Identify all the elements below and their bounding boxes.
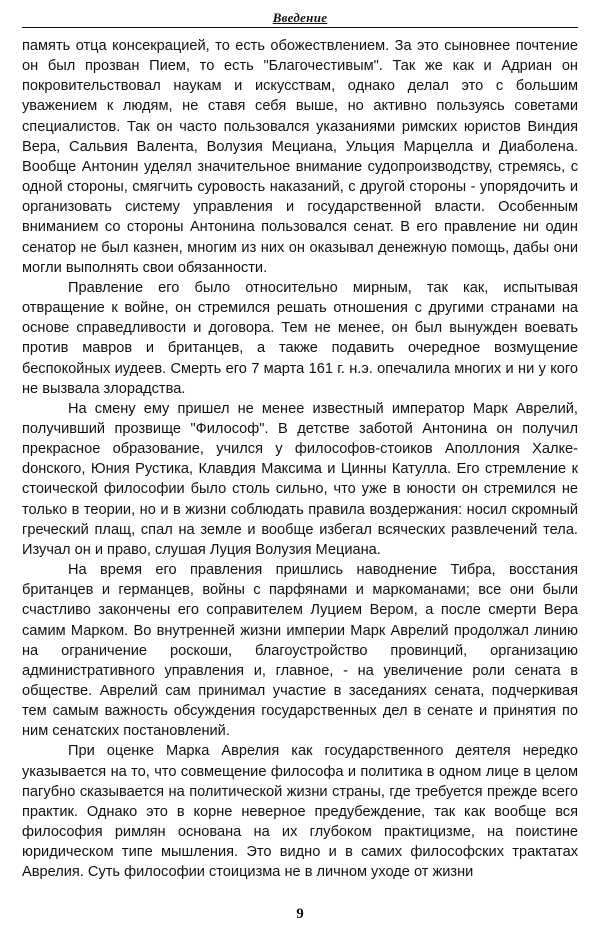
header-rule	[22, 27, 578, 28]
body-text	[22, 36, 578, 883]
paragraph-3: На смену ему пришел не менее известный император Марк Аврелий, получивший прозвище "Философ". В детстве заботой Антонина он получил прекрасное образование, учился у философов-стоиков Аполлония Халкеdонского, Юния Рустика, Клавдия Максима и Цинны Катулла. Его стремление к стоической философии было столь сильно, что уже в юности он стремился не только в теории, но и в жизни соблюдать правила воздержания: носил скромный греческий плащ, спал на земле и вообще избегал всяческих развлечений тела. Изучал он и право, слушая Луция Волузия Мециана.	[22, 400, 578, 558]
running-header	[22, 8, 578, 30]
paragraph-5: При оценке Марка Аврелия как государственного деятеля нередко указывается на то, что совмещение философа и политика в одном лице в целом пагубно сказывается на политической жизни страны, где требуется прежде всего практик. Однако это в корне неверное предубеждение, так как вообще вся философия римлян основана на их глубоком практицизме, на поистине юридическом типе мышления. Это видно и в самих философских трактатах Аврелия. Суть философии стоицизма не в личном уходе от жизни	[22, 743, 578, 881]
paragraph-4: На время его правления пришлись наводнение Тибра, восстания британцев и германцев, войны с парфянами и маркоманами; все они были счастливо закончены его соправителем Луцием Вером, а после смерти Вера самим Марком. Во внутренней жизни империи Марк Аврелий продолжал линию на ограничение роскоши, благоустройство провинций, организацию административного управления и, главное, - на увеличение роли сената в обществе. Аврелий сам принимал участие в заседаниях сената, подчеркивая тем самым важность обсуждения государственных дел в сенате и принятия по ним сенатских постановлений.	[22, 562, 578, 740]
page-number: 9	[296, 906, 304, 922]
paragraph-1: память отца консекрацией, то есть обожествлением. За это сыновнее почтение он был прозван Пием, то есть "Благочестивым". Так же как и Адриан он покровительствовал наукам и искусствам, однако делал это с большим уважением к людям, не ставя себя выше, но активно пользуясь советами специалистов. Так он часто пользовался указаниями римских юристов Виндия Вера, Сальвия Валента, Волузия Мециана, Ульция Марцелла и Диаболена. Вообще Антонин уделял значительное внимание судопроизводству, стремясь, с одной стороны, смягчить суровость наказаний, с другой стороны - упорядочить и организовать систему управления и государственной власти. Особенным вниманием со стороны Антонина пользовался сенат. В его правление ни один сенатор не был казнен, многим из них он оказывал денежную помощь, дабы они могли выполнять свои обязанности.	[22, 38, 578, 276]
running-header-title: Введение	[272, 10, 328, 25]
paragraph-2: Правление его было относительно мирным, так как, испытывая отвращение к войне, он стремился решать отношения с другими странами на основе справедливости и договора. Тем не менее, он был вынужден воевать против мавров и британцев, а также подавить очередное возмущение беспокойных иудеев. Смерть его 7 марта 161 г. н.э. опечалила многих и ни у кого не вызвала злорадства.	[22, 279, 578, 397]
